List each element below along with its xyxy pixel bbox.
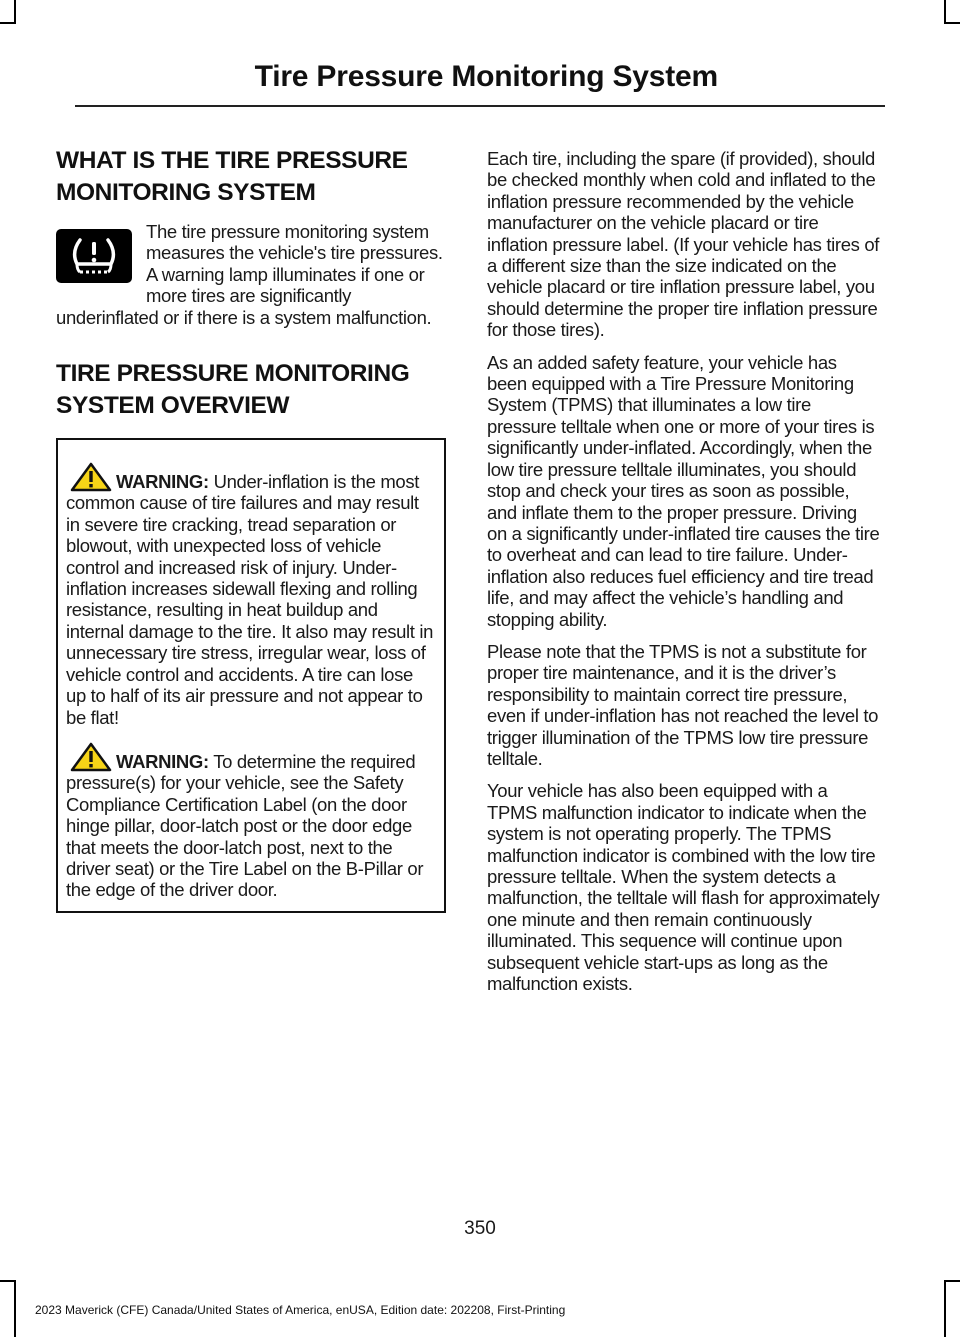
warning-box <box>56 438 446 913</box>
body-paragraph: Please note that the TPMS is not a substitute for proper tire maintenance, and it is the driver’s responsibility to maintain correct tire pressure, even if under-inflation has not reached the level to trigger illumination of the TPMS low tire pressure telltale. <box>487 640 879 769</box>
crop-mark <box>0 22 16 24</box>
warning-item <box>66 462 436 728</box>
warning-text: Under-inflation is the most common cause of tire failures and may result in severe tire cracking, tread separation or blowout, with unexpected loss of vehicle control and increased risk of injury. Under-inflation increases sidewall flexing and rolling resistance, resulting in heat buildup and internal damage to the tire. It also may result in unnecessary tire stress, irregular wear, loss of vehicle control and accidents. A tire can lose up to half of its air pressure and not appear to be flat! <box>66 471 434 728</box>
right-column <box>487 148 880 1005</box>
left-column <box>56 145 446 913</box>
tire-pressure-warning-icon <box>56 229 132 283</box>
warning-item <box>66 742 436 901</box>
body-paragraph: Each tire, including the spare (if provided), should be checked monthly when cold and inflated to the inflation pressure recommended by the vehicle manufacturer on the vehicle placard or tire inflation pressure label. (If your vehicle has tires of a different size than the size indicated on the vehicle placard or tire inflation pressure label, you should determine the proper tire inflation pressure for those tires). <box>487 148 880 341</box>
section-intro <box>56 221 446 328</box>
crop-mark <box>944 1280 960 1282</box>
section-intro-text: The tire pressure monitoring system measures the vehicle's tire pressures. A warning lamp illuminates if one or more tires are significantly underinflated or if there is a system malfunction. <box>56 221 443 328</box>
page-number: 350 <box>464 1218 496 1239</box>
crop-mark <box>944 22 960 24</box>
warning-label: WARNING: <box>116 471 209 493</box>
warning-label: WARNING: <box>116 750 209 772</box>
body-paragraph: As an added safety feature, your vehicle has been equipped with a Tire Pressure Monitoring System (TPMS) that illuminates a low tire pressure telltale when one or more of your tires is significantly under-inflated. Accordingly, when the low tire pressure telltale illuminates, you should stop and check your tires as soon as possible, and inflate them to the proper pressure. Driving on a significantly under-inflated tire causes the tire to overheat and can lead to tire failure. Under-inflation also reduces fuel efficiency and tire tread life, and may affect the vehicle’s handling and stopping ability. <box>487 351 880 630</box>
crop-mark <box>0 1280 16 1282</box>
section-heading-what-is-tpms: WHAT IS THE TIRE PRESSURE MONITORING SYSTEM <box>56 147 408 206</box>
warning-text: To determine the required pressure(s) for your vehicle, see the Safety Compliance Certification Label (on the door hinge pillar, door-latch post or the door edge that meets the door-latch post, next to the driver seat) or the Tire Label on the B-Pillar or the edge of the driver door. <box>66 750 424 901</box>
section-heading-tpms-overview: TIRE PRESSURE MONITORING SYSTEM OVERVIEW <box>56 360 410 420</box>
warning-triangle-icon <box>70 742 112 772</box>
page-title: Tire Pressure Monitoring System <box>254 60 718 93</box>
header-divider <box>75 105 885 107</box>
crop-mark <box>944 1280 946 1337</box>
warning-triangle-icon <box>70 462 112 492</box>
crop-mark <box>944 0 946 24</box>
crop-mark <box>14 0 16 24</box>
body-paragraph: Your vehicle has also been equipped with a TPMS malfunction indicator to indicate when the system is not operating properly. The TPMS malfunction indicator is combined with the low tire pressure telltale. When the system detects a malfunction, the telltale will flash for approximately one minute and then remain continuously illuminated. This sequence will continue upon subsequent vehicle start-ups as long as the malfunction exists. <box>487 780 880 995</box>
crop-mark <box>14 1280 16 1337</box>
footer-edition-info: 2023 Maverick (CFE) Canada/United States of America, enUSA, Edition date: 202208, First-Printing <box>35 1303 566 1317</box>
